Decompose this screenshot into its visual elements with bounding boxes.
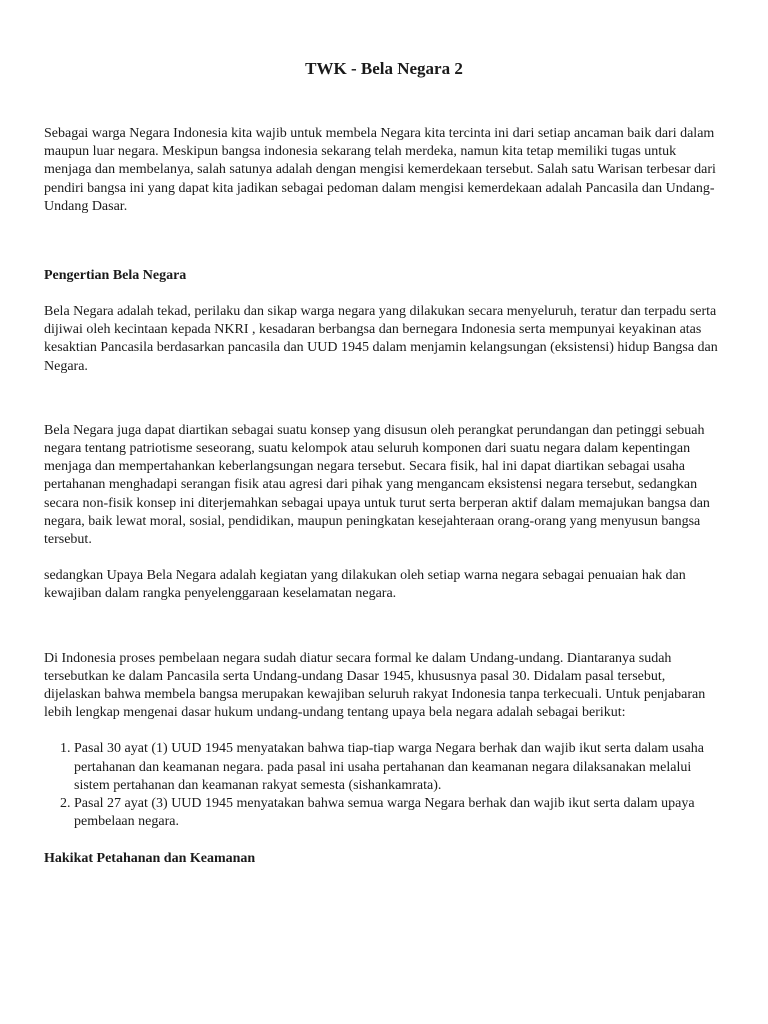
upaya-paragraph: sedangkan Upaya Bela Negara adalah kegiatan yang dilakukan oleh setiap warna negara sebagai penuaian hak dan kewajiban dalam rangka penyelenggaraan keselamatan negara. bbox=[44, 568, 686, 602]
list-item: 2. Pasal 27 ayat (3) UUD 1945 menyatakan bahwa semua warga Negara berhak dan wajib ikut serta dalam upaya pembelaan negara. bbox=[74, 795, 724, 831]
indonesia-law-paragraph: Di Indonesia proses pembelaan negara sudah diatur secara formal ke dalam Undang-undang. Diantaranya sudah tersebutkan ke dalam Pancasila serta Undang-undang Dasar 1945, khususnya pasal 30. Didalam pasal tersebut, dijelaskan bahwa membela bangsa merupakan kewajiban seluruh rakyat Indonesia tanpa terkecuali. Untuk penjabaran lebih lengkap mengenai dasar hukum undang-undang tentang upaya bela negara adalah sebagai berikut: bbox=[44, 650, 706, 721]
intro-paragraph: Sebagai warga Negara Indonesia kita wajib untuk membela Negara kita tercinta ini dari setiap ancaman baik dari dalam maupun luar negara. Meskipun bangsa indonesia sekarang telah merdeka, namun kita tetap memiliki tugas untuk menjaga dan membelanya, salah satunya adalah dengan mengisi kemerdekaan tersebut. Salah satu Warisan terbesar dari pendiri bangsa ini yang dapat kita jadikan sebagai pedoman dalam mengisi kemerdekaan adalah Pancasila dan Undang-Undang Dasar. bbox=[44, 126, 716, 214]
definition-paragraph: Bela Negara adalah tekad, perilaku dan sikap warga negara yang dilakukan secara menyeluruh, teratur dan terpadu serta dijiwai oleh kecintaan kepada NKRI , kesadaran berbangsa dan bernegara Indonesia serta mempunyai keyakinan atas kesaktian Pancasila berdasarkan pancasila dan UUD 1945 dalam menjamin kelangsungan (eksistensi) hidup Bangsa dan Negara. bbox=[44, 304, 718, 374]
heading-hakikat-pertahanan: Hakikat Petahanan dan Keamanan bbox=[44, 851, 256, 867]
concept-paragraph: Bela Negara juga dapat diartikan sebagai suatu konsep yang disusun oleh perangkat perundangan dan petinggi sebuah negara tentang patriotisme seseorang, suatu kelompok atau seluruh komponen dari suatu negara dalam kepentingan menjaga dan mempertahankan keberlangsungan negara tersebut. Secara fisik, hal ini dapat diartikan sebagai usaha pertahanan menghadapi serangan fisik atau agresi dari pihak yang mengancam eksistensi negara tersebut, sedangkan secara non-fisik konsep ini diterjemahkan sebagai upaya untuk turut serta berperan aktif dalam memajukan bangsa dan negara, baik lewat moral, sosial, pendidikan, maupun peningkatan kesejahteraan orang-orang yang menyusun bangsa tersebut. bbox=[44, 422, 710, 548]
document-title: TWK - Bela Negara 2 bbox=[305, 59, 463, 78]
list-item: 1. Pasal 30 ayat (1) UUD 1945 menyatakan bahwa tiap-tiap warga Negara berhak dan wajib ikut serta dalam usaha pertahanan dan keamanan negara. pada pasal ini usaha pertahanan dan keamanan negara dilaksanakan melalui sistem pertahanan dan keamanan rakyat semesta (sishankamrata). bbox=[74, 740, 724, 795]
heading-pengertian-bela-negara: Pengertian Bela Negara bbox=[44, 268, 187, 284]
pasal-list bbox=[44, 740, 724, 831]
